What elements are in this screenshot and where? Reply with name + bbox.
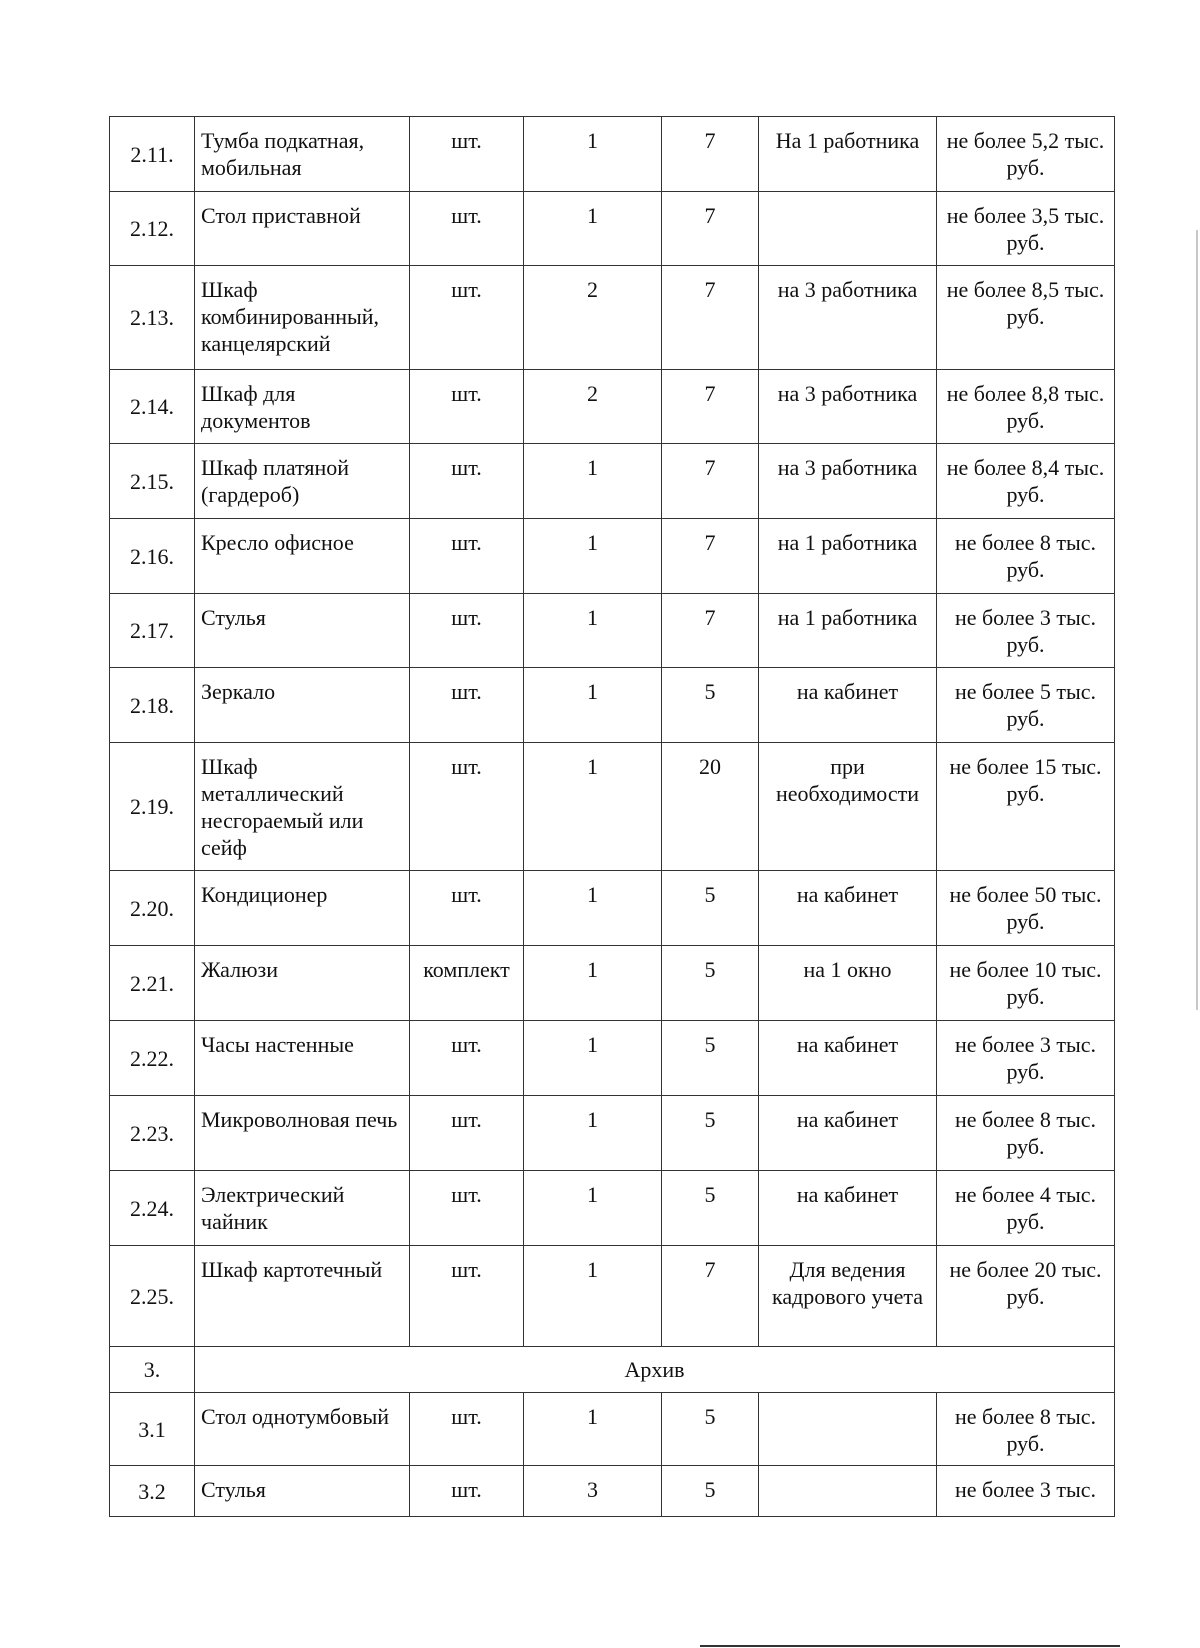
service-years: 20 <box>662 743 759 871</box>
table-row <box>110 370 1115 444</box>
service-years: 7 <box>662 370 759 444</box>
table-row <box>110 743 1115 871</box>
price-limit: не более 5 тыс. руб. <box>937 668 1115 743</box>
table-row <box>110 1021 1115 1096</box>
item-name: Стулья <box>195 1466 410 1517</box>
row-number: 3.1 <box>110 1393 195 1466</box>
price-limit: не более 4 тыс. руб. <box>937 1171 1115 1246</box>
row-number: 2.19. <box>110 743 195 871</box>
service-years: 7 <box>662 266 759 370</box>
allocation-norm <box>759 192 937 266</box>
quantity: 1 <box>524 1393 662 1466</box>
row-number: 2.22. <box>110 1021 195 1096</box>
quantity: 1 <box>524 1021 662 1096</box>
table-row <box>110 117 1115 192</box>
price-limit: не более 8 тыс. руб. <box>937 1096 1115 1171</box>
row-number: 2.24. <box>110 1171 195 1246</box>
unit-of-measure: шт. <box>410 1466 524 1517</box>
price-limit: не более 3 тыс. <box>937 1466 1115 1517</box>
allocation-norm: на 1 работника <box>759 594 937 668</box>
service-years: 7 <box>662 519 759 594</box>
service-years: 7 <box>662 594 759 668</box>
unit-of-measure: шт. <box>410 1246 524 1347</box>
item-name: Стол приставной <box>195 192 410 266</box>
allocation-norm: на 1 работника <box>759 519 937 594</box>
table-row <box>110 594 1115 668</box>
row-number: 2.18. <box>110 668 195 743</box>
furniture-norms-table <box>109 116 1115 1517</box>
price-limit: не более 20 тыс. руб. <box>937 1246 1115 1347</box>
allocation-norm: при необходимости <box>759 743 937 871</box>
service-years: 5 <box>662 871 759 946</box>
quantity: 1 <box>524 1171 662 1246</box>
table-row <box>110 1246 1115 1347</box>
row-number: 2.13. <box>110 266 195 370</box>
service-years: 7 <box>662 444 759 519</box>
row-number: 3.2 <box>110 1466 195 1517</box>
quantity: 3 <box>524 1466 662 1517</box>
allocation-norm: на кабинет <box>759 871 937 946</box>
allocation-norm: на кабинет <box>759 1171 937 1246</box>
unit-of-measure: шт. <box>410 192 524 266</box>
allocation-norm: на кабинет <box>759 1021 937 1096</box>
allocation-norm: на 1 окно <box>759 946 937 1021</box>
table-row <box>110 1393 1115 1466</box>
table-row <box>110 444 1115 519</box>
unit-of-measure: шт. <box>410 594 524 668</box>
price-limit: не более 8,4 тыс. руб. <box>937 444 1115 519</box>
section-number: 3. <box>110 1347 195 1393</box>
quantity: 1 <box>524 1246 662 1347</box>
item-name: Зеркало <box>195 668 410 743</box>
price-limit: не более 3,5 тыс. руб. <box>937 192 1115 266</box>
allocation-norm <box>759 1466 937 1517</box>
allocation-norm <box>759 1393 937 1466</box>
table-row <box>110 1096 1115 1171</box>
item-name: Жалюзи <box>195 946 410 1021</box>
unit-of-measure: комплект <box>410 946 524 1021</box>
allocation-norm: На 1 работника <box>759 117 937 192</box>
quantity: 1 <box>524 519 662 594</box>
row-number: 2.23. <box>110 1096 195 1171</box>
table-row <box>110 266 1115 370</box>
allocation-norm: Для ведения кадрового учета <box>759 1246 937 1347</box>
allocation-norm: на кабинет <box>759 1096 937 1171</box>
row-number: 2.11. <box>110 117 195 192</box>
price-limit: не более 3 тыс. руб. <box>937 594 1115 668</box>
quantity: 1 <box>524 117 662 192</box>
unit-of-measure: шт. <box>410 1096 524 1171</box>
service-years: 5 <box>662 1171 759 1246</box>
unit-of-measure: шт. <box>410 1021 524 1096</box>
allocation-norm: на 3 работника <box>759 266 937 370</box>
service-years: 5 <box>662 668 759 743</box>
item-name: Шкаф комбинированный, канцелярский <box>195 266 410 370</box>
table-row <box>110 192 1115 266</box>
row-number: 2.17. <box>110 594 195 668</box>
table-row <box>110 1466 1115 1517</box>
unit-of-measure: шт. <box>410 871 524 946</box>
quantity: 1 <box>524 668 662 743</box>
item-name: Электрический чайник <box>195 1171 410 1246</box>
item-name: Шкаф для документов <box>195 370 410 444</box>
unit-of-measure: шт. <box>410 117 524 192</box>
unit-of-measure: шт. <box>410 519 524 594</box>
item-name: Кресло офисное <box>195 519 410 594</box>
row-number: 2.16. <box>110 519 195 594</box>
quantity: 2 <box>524 266 662 370</box>
price-limit: не более 10 тыс. руб. <box>937 946 1115 1021</box>
item-name: Стол однотумбовый <box>195 1393 410 1466</box>
item-name: Шкаф металлический несгораемый или сейф <box>195 743 410 871</box>
item-name: Стулья <box>195 594 410 668</box>
table-row <box>110 871 1115 946</box>
quantity: 1 <box>524 594 662 668</box>
unit-of-measure: шт. <box>410 743 524 871</box>
unit-of-measure: шт. <box>410 1393 524 1466</box>
price-limit: не более 8 тыс. руб. <box>937 519 1115 594</box>
table-row <box>110 519 1115 594</box>
price-limit: не более 15 тыс. руб. <box>937 743 1115 871</box>
row-number: 2.21. <box>110 946 195 1021</box>
quantity: 1 <box>524 743 662 871</box>
item-name: Микроволновая печь <box>195 1096 410 1171</box>
row-number: 2.12. <box>110 192 195 266</box>
unit-of-measure: шт. <box>410 668 524 743</box>
allocation-norm: на кабинет <box>759 668 937 743</box>
service-years: 5 <box>662 1021 759 1096</box>
unit-of-measure: шт. <box>410 266 524 370</box>
row-number: 2.14. <box>110 370 195 444</box>
item-name: Тумба подкатная, мобильная <box>195 117 410 192</box>
section-row <box>110 1347 1115 1393</box>
service-years: 5 <box>662 946 759 1021</box>
price-limit: не более 3 тыс. руб. <box>937 1021 1115 1096</box>
service-years: 5 <box>662 1393 759 1466</box>
price-limit: не более 5,2 тыс. руб. <box>937 117 1115 192</box>
price-limit: не более 8,8 тыс. руб. <box>937 370 1115 444</box>
table-row <box>110 946 1115 1021</box>
price-limit: не более 8,5 тыс. руб. <box>937 266 1115 370</box>
quantity: 1 <box>524 444 662 519</box>
unit-of-measure: шт. <box>410 370 524 444</box>
page-edge-line <box>700 1645 1120 1647</box>
price-limit: не более 50 тыс. руб. <box>937 871 1115 946</box>
scan-artifact-line <box>1196 230 1198 1010</box>
row-number: 2.25. <box>110 1246 195 1347</box>
table-row <box>110 668 1115 743</box>
item-name: Шкаф платяной (гардероб) <box>195 444 410 519</box>
service-years: 7 <box>662 1246 759 1347</box>
item-name: Часы настенные <box>195 1021 410 1096</box>
section-title: Архив <box>195 1347 1115 1393</box>
allocation-norm: на 3 работника <box>759 444 937 519</box>
service-years: 7 <box>662 192 759 266</box>
quantity: 1 <box>524 1096 662 1171</box>
item-name: Шкаф картотечный <box>195 1246 410 1347</box>
quantity: 1 <box>524 871 662 946</box>
service-years: 5 <box>662 1096 759 1171</box>
table-row <box>110 1171 1115 1246</box>
row-number: 2.20. <box>110 871 195 946</box>
unit-of-measure: шт. <box>410 1171 524 1246</box>
allocation-norm: на 3 работника <box>759 370 937 444</box>
row-number: 2.15. <box>110 444 195 519</box>
quantity: 2 <box>524 370 662 444</box>
service-years: 7 <box>662 117 759 192</box>
quantity: 1 <box>524 946 662 1021</box>
quantity: 1 <box>524 192 662 266</box>
price-limit: не более 8 тыс. руб. <box>937 1393 1115 1466</box>
table-body <box>110 117 1115 1517</box>
service-years: 5 <box>662 1466 759 1517</box>
unit-of-measure: шт. <box>410 444 524 519</box>
item-name: Кондиционер <box>195 871 410 946</box>
